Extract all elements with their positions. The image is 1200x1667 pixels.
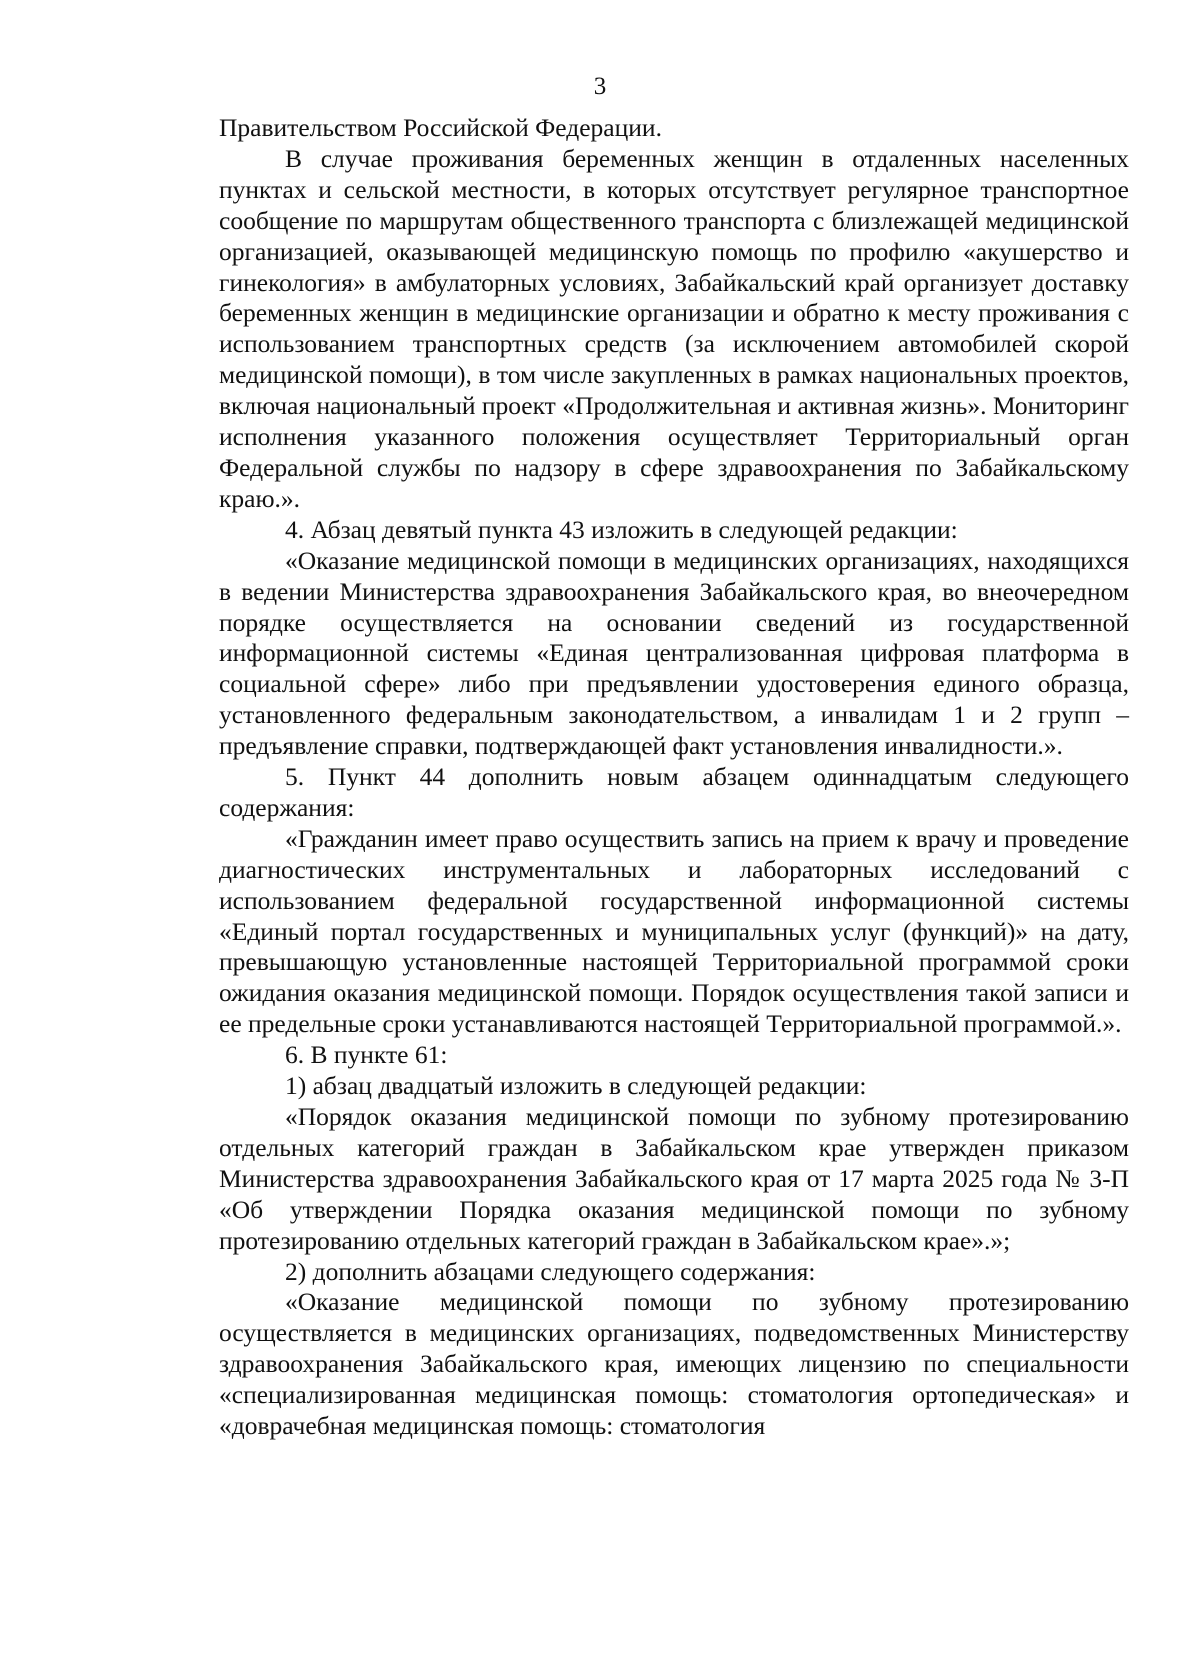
paragraph: 5. Пункт 44 дополнить новым абзацем одиннадцатым следующего содержания:: [219, 762, 1129, 822]
paragraph: В случае проживания беременных женщин в отдаленных населенных пунктах и сельской местности, в которых отсутствует регулярное транспортное сообщение по маршрутам общественного транспорта с близлежащей медицинской организацией, оказывающей медицинскую помощь по профилю «акушерство и гинекология» в амбулаторных условиях, Забайкальский край организует доставку беременных женщин в медицинские организации и обратно к месту проживания с использованием транспортных средств (за исключением автомобилей скорой медицинской помощи), в том числе закупленных в рамках национальных проектов, включая национальный проект «Продолжительная и активная жизнь». Мониторинг исполнения указанного положения осуществляет Территориальный орган Федеральной службы по надзору в сфере здравоохранения по Забайкальскому краю.».: [219, 143, 1129, 513]
paragraph: 4. Абзац девятый пункта 43 изложить в следующей редакции:: [285, 514, 958, 544]
paragraph: «Гражданин имеет право осуществить запись на прием к врачу и проведение диагностических инструментальных и лабораторных исследований с использованием федеральной государственной информационной системы «Единый портал государственных и муниципальных услуг (функций)» на дату, превышающую установленные настоящей Территориальной программой сроки ожидания оказания медицинской помощи. Порядок осуществления такой записи и ее предельные сроки устанавливаются настоящей Территориальной программой.».: [219, 823, 1129, 1039]
document-body: [219, 113, 1129, 1442]
paragraph: «Порядок оказания медицинской помощи по зубному протезированию отдельных категорий граждан в Забайкальском крае утвержден приказом Министерства здравоохранения Забайкальского края от 17 марта 2025 года № 3-П «Об утверждении Порядка оказания медицинской помощи по зубному протезированию отдельных категорий граждан в Забайкальском крае».»;: [219, 1102, 1129, 1255]
paragraph: 6. В пункте 61:: [285, 1040, 448, 1070]
page-number: 3: [593, 73, 607, 100]
paragraph: 2) дополнить абзацами следующего содержания:: [285, 1256, 816, 1286]
paragraph: «Оказание медицинской помощи в медицинских организациях, находящихся в ведении Министерства здравоохранения Забайкальского края, во внеочередном порядке осуществляется на основании сведений из государственной информационной системы «Единая централизованная цифровая платформа в социальной сфере» либо при предъявлении удостоверения единого образца, установленного федеральным законодательством, а инвалидам 1 и 2 групп – предъявление справки, подтверждающей факт установления инвалидности.».: [219, 545, 1129, 761]
paragraph: Правительством Российской Федерации.: [219, 113, 662, 142]
paragraph: «Оказание медицинской помощи по зубному протезированию осуществляется в медицинских организациях, подведомственных Министерству здравоохранения Забайкальского края, имеющих лицензию по специальности «специализированная медицинская помощь: стоматология ортопедическая» и «доврачебная медицинская помощь: стоматология: [219, 1287, 1129, 1441]
paragraph: 1) абзац двадцатый изложить в следующей редакции:: [285, 1071, 867, 1101]
